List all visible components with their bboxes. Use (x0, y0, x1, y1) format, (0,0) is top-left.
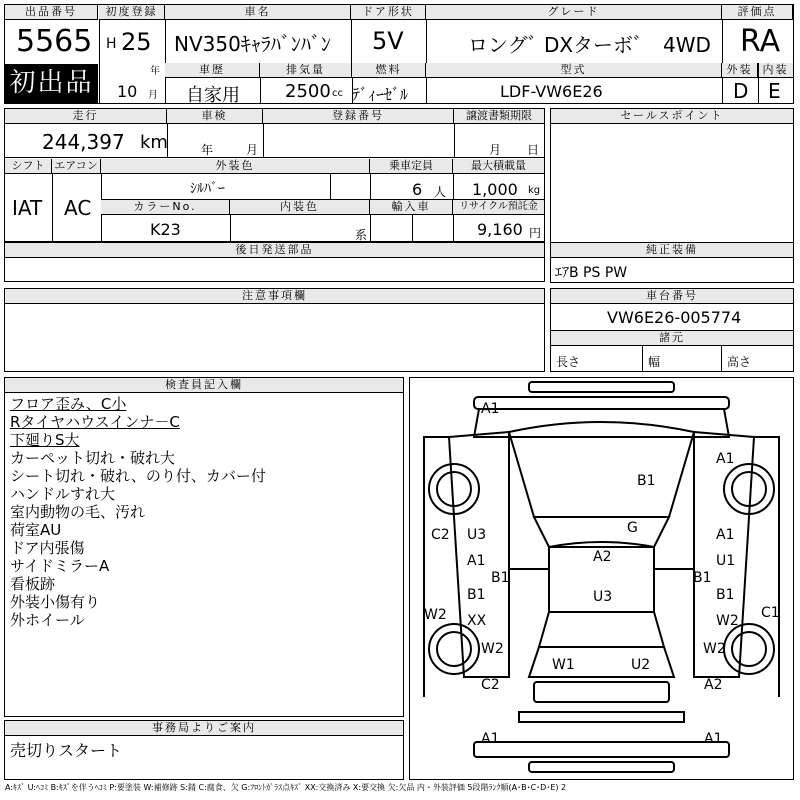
docs-month-unit: 月 (489, 143, 502, 157)
length-label: 長さ (556, 355, 581, 369)
int-color-suffix: 系 (355, 228, 368, 242)
int-label: 内装 (758, 63, 793, 78)
import-label: 輸入車 (370, 200, 453, 215)
mark-a2-center: A2 (593, 549, 612, 565)
grade-label: グレード (426, 5, 722, 20)
ac-label: エアコン (52, 159, 101, 174)
reg-month: 10 (117, 82, 138, 101)
mark-a1-left: A1 (467, 553, 486, 569)
dims-label: 諸元 (551, 331, 793, 346)
note-line: ドア内張傷 (10, 539, 85, 557)
equip-label: 純正装備 (551, 243, 793, 258)
int-color-label: 内装色 (230, 200, 370, 215)
ac: AC (64, 196, 92, 220)
displacement-unit: cc (332, 88, 343, 99)
mark-c1: C1 (761, 605, 780, 621)
mark-b1-top: B1 (637, 473, 656, 489)
reg-year: 25 (121, 28, 152, 56)
legend: A:ｷｽﾞ U:ﾍｺﾐ B:ｷｽﾞを伴うﾍｺﾐ P:要塗装 W:補修跡 S:錆 C:腐食、欠 G:ﾌﾛﾝﾄｶﾞﾗｽ点ｷｽﾞ XX:交換済み X:要交換 欠:欠品 内・外装評価 5段階ﾗﾝｸ順(A･B･C･D･E) 2 (5, 783, 567, 792)
year-unit: 年 (150, 66, 160, 77)
reg-number-label: 登録番号 (263, 109, 454, 124)
equip: ｴｱB PS PW (555, 265, 628, 281)
recycle-label: リサイクル預託金 (453, 200, 544, 215)
mark-front-left: A1 (481, 401, 500, 417)
chassis-label: 車台番号 (551, 289, 793, 304)
displacement-label: 排気量 (260, 63, 352, 78)
note-line: ハンドルすれ大 (10, 485, 116, 503)
mark-a1-bottom-left: A1 (481, 731, 500, 747)
note-line: カーペット切れ・破れ大 (10, 449, 176, 467)
model-label: 車名 (165, 5, 351, 20)
note-line: 看板跡 (10, 575, 56, 593)
mileage: 244,397 (42, 130, 125, 154)
type-label: 型式 (426, 63, 722, 78)
ext-label: 外装 (722, 63, 758, 78)
type: LDF-VW6E26 (500, 82, 603, 101)
fuel-label: 燃料 (352, 63, 426, 78)
load: 1,000 (472, 180, 518, 199)
note-line: 荷室AU (10, 521, 62, 539)
load-label: 最大積載量 (453, 159, 544, 174)
month-unit: 月 (148, 90, 158, 101)
load-unit: kg (528, 185, 541, 196)
note-line: サイドミラーA (10, 557, 110, 575)
capacity-unit: 人 (434, 185, 447, 199)
int-score: E (768, 79, 781, 103)
sales-point-label: セールスポイント (551, 109, 793, 124)
inspector-notes (10, 395, 266, 629)
note-line: シート切れ・破れ、のり付、カバー付 (10, 467, 266, 485)
score-label: 評価点 (722, 5, 793, 20)
door: 5V (372, 27, 404, 55)
mark-a1-right: A1 (716, 527, 735, 543)
mark-a1-bottom-right: A1 (704, 731, 723, 747)
mark-c2-left: C2 (431, 527, 450, 543)
mileage-label: 走行 (5, 109, 167, 124)
mark-b1-right: B1 (716, 587, 735, 603)
history: 自家用 (186, 85, 240, 106)
mark-u3: U3 (467, 527, 487, 543)
caution-label: 注意事項欄 (5, 289, 544, 304)
width-label: 幅 (648, 355, 661, 369)
grade: ロングﾞ DXターボﾞ 4WD (468, 33, 711, 57)
parts-label: 後日発送部品 (5, 243, 544, 258)
first-listing-badge: 初出品 (5, 64, 98, 103)
insp-year-unit: 年 (201, 143, 214, 157)
mark-g: G (627, 520, 638, 536)
inspection-label: 車検 (167, 109, 263, 124)
office-label: 事務局よりご案内 (5, 721, 403, 736)
note-line: 外ホイール (10, 611, 85, 629)
capacity-label: 乗車定員 (370, 159, 453, 174)
note-line: 外装小傷有り (10, 593, 101, 611)
mark-u2: U2 (631, 657, 651, 673)
history-label: 車歴 (165, 63, 260, 78)
mark-w1: W1 (552, 657, 575, 673)
height-label: 高さ (727, 355, 752, 369)
mark-c2-rear: C2 (481, 677, 500, 693)
note-line: 下廻りS大 (10, 431, 80, 449)
note-line: Rタイヤハウスインナ－C (10, 413, 180, 431)
mark-b1-right-door: B1 (693, 570, 712, 586)
lot-no-label: 出品番号 (5, 5, 98, 20)
mark-a1-top-right: A1 (716, 451, 735, 467)
color: ｼﾙﾊﾞｰ (190, 181, 225, 197)
first-reg-label: 初度登録 (99, 5, 165, 20)
inspector-label: 検査員記入欄 (5, 378, 403, 393)
mark-w2-right: W2 (716, 613, 739, 629)
lot-no: 5565 (16, 24, 93, 59)
ext-score: D (733, 79, 749, 103)
shift: IAT (12, 196, 43, 220)
mark-w2-left: W2 (424, 607, 447, 623)
mark-u1: U1 (716, 553, 736, 569)
mark-xx: XX (467, 613, 487, 629)
shift-label: シフト (5, 159, 52, 174)
note-line: 室内動物の毛、汚れ (10, 503, 146, 521)
mark-b1-left: B1 (467, 587, 486, 603)
capacity: 6 (412, 180, 423, 199)
mark-b1-left-door: B1 (491, 570, 510, 586)
mark-w2-right-wheel: W2 (703, 641, 726, 657)
car-diagram (409, 377, 794, 780)
fuel: ﾃﾞｨｰｾﾞﾙ (352, 85, 409, 104)
displacement: 2500 (285, 81, 331, 102)
chassis: VW6E26-005774 (607, 308, 742, 327)
insp-month-unit: 月 (246, 143, 259, 157)
score: RA (740, 24, 781, 59)
era: H (106, 36, 117, 52)
door-label: ドア形状 (351, 5, 426, 20)
mark-w2-left-wheel: W2 (481, 641, 504, 657)
recycle: 9,160 (477, 220, 523, 239)
color-label: 外装色 (101, 159, 370, 174)
model: NV350ｷｬﾗﾊﾞﾝﾊﾞﾝ (174, 32, 331, 56)
docs-label: 譲渡書類期限 (454, 109, 544, 124)
mark-u3-center: U3 (593, 589, 613, 605)
docs-day-unit: 日 (527, 143, 540, 157)
office-note: 売切りスタート (10, 741, 123, 760)
color-no-label: カラーNo. (101, 200, 230, 215)
mark-a2-rear: A2 (704, 677, 723, 693)
note-line: フロア歪み、C小 (10, 395, 127, 413)
color-no: K23 (150, 220, 181, 239)
recycle-unit: 円 (529, 226, 542, 240)
mileage-unit: km (140, 132, 168, 153)
